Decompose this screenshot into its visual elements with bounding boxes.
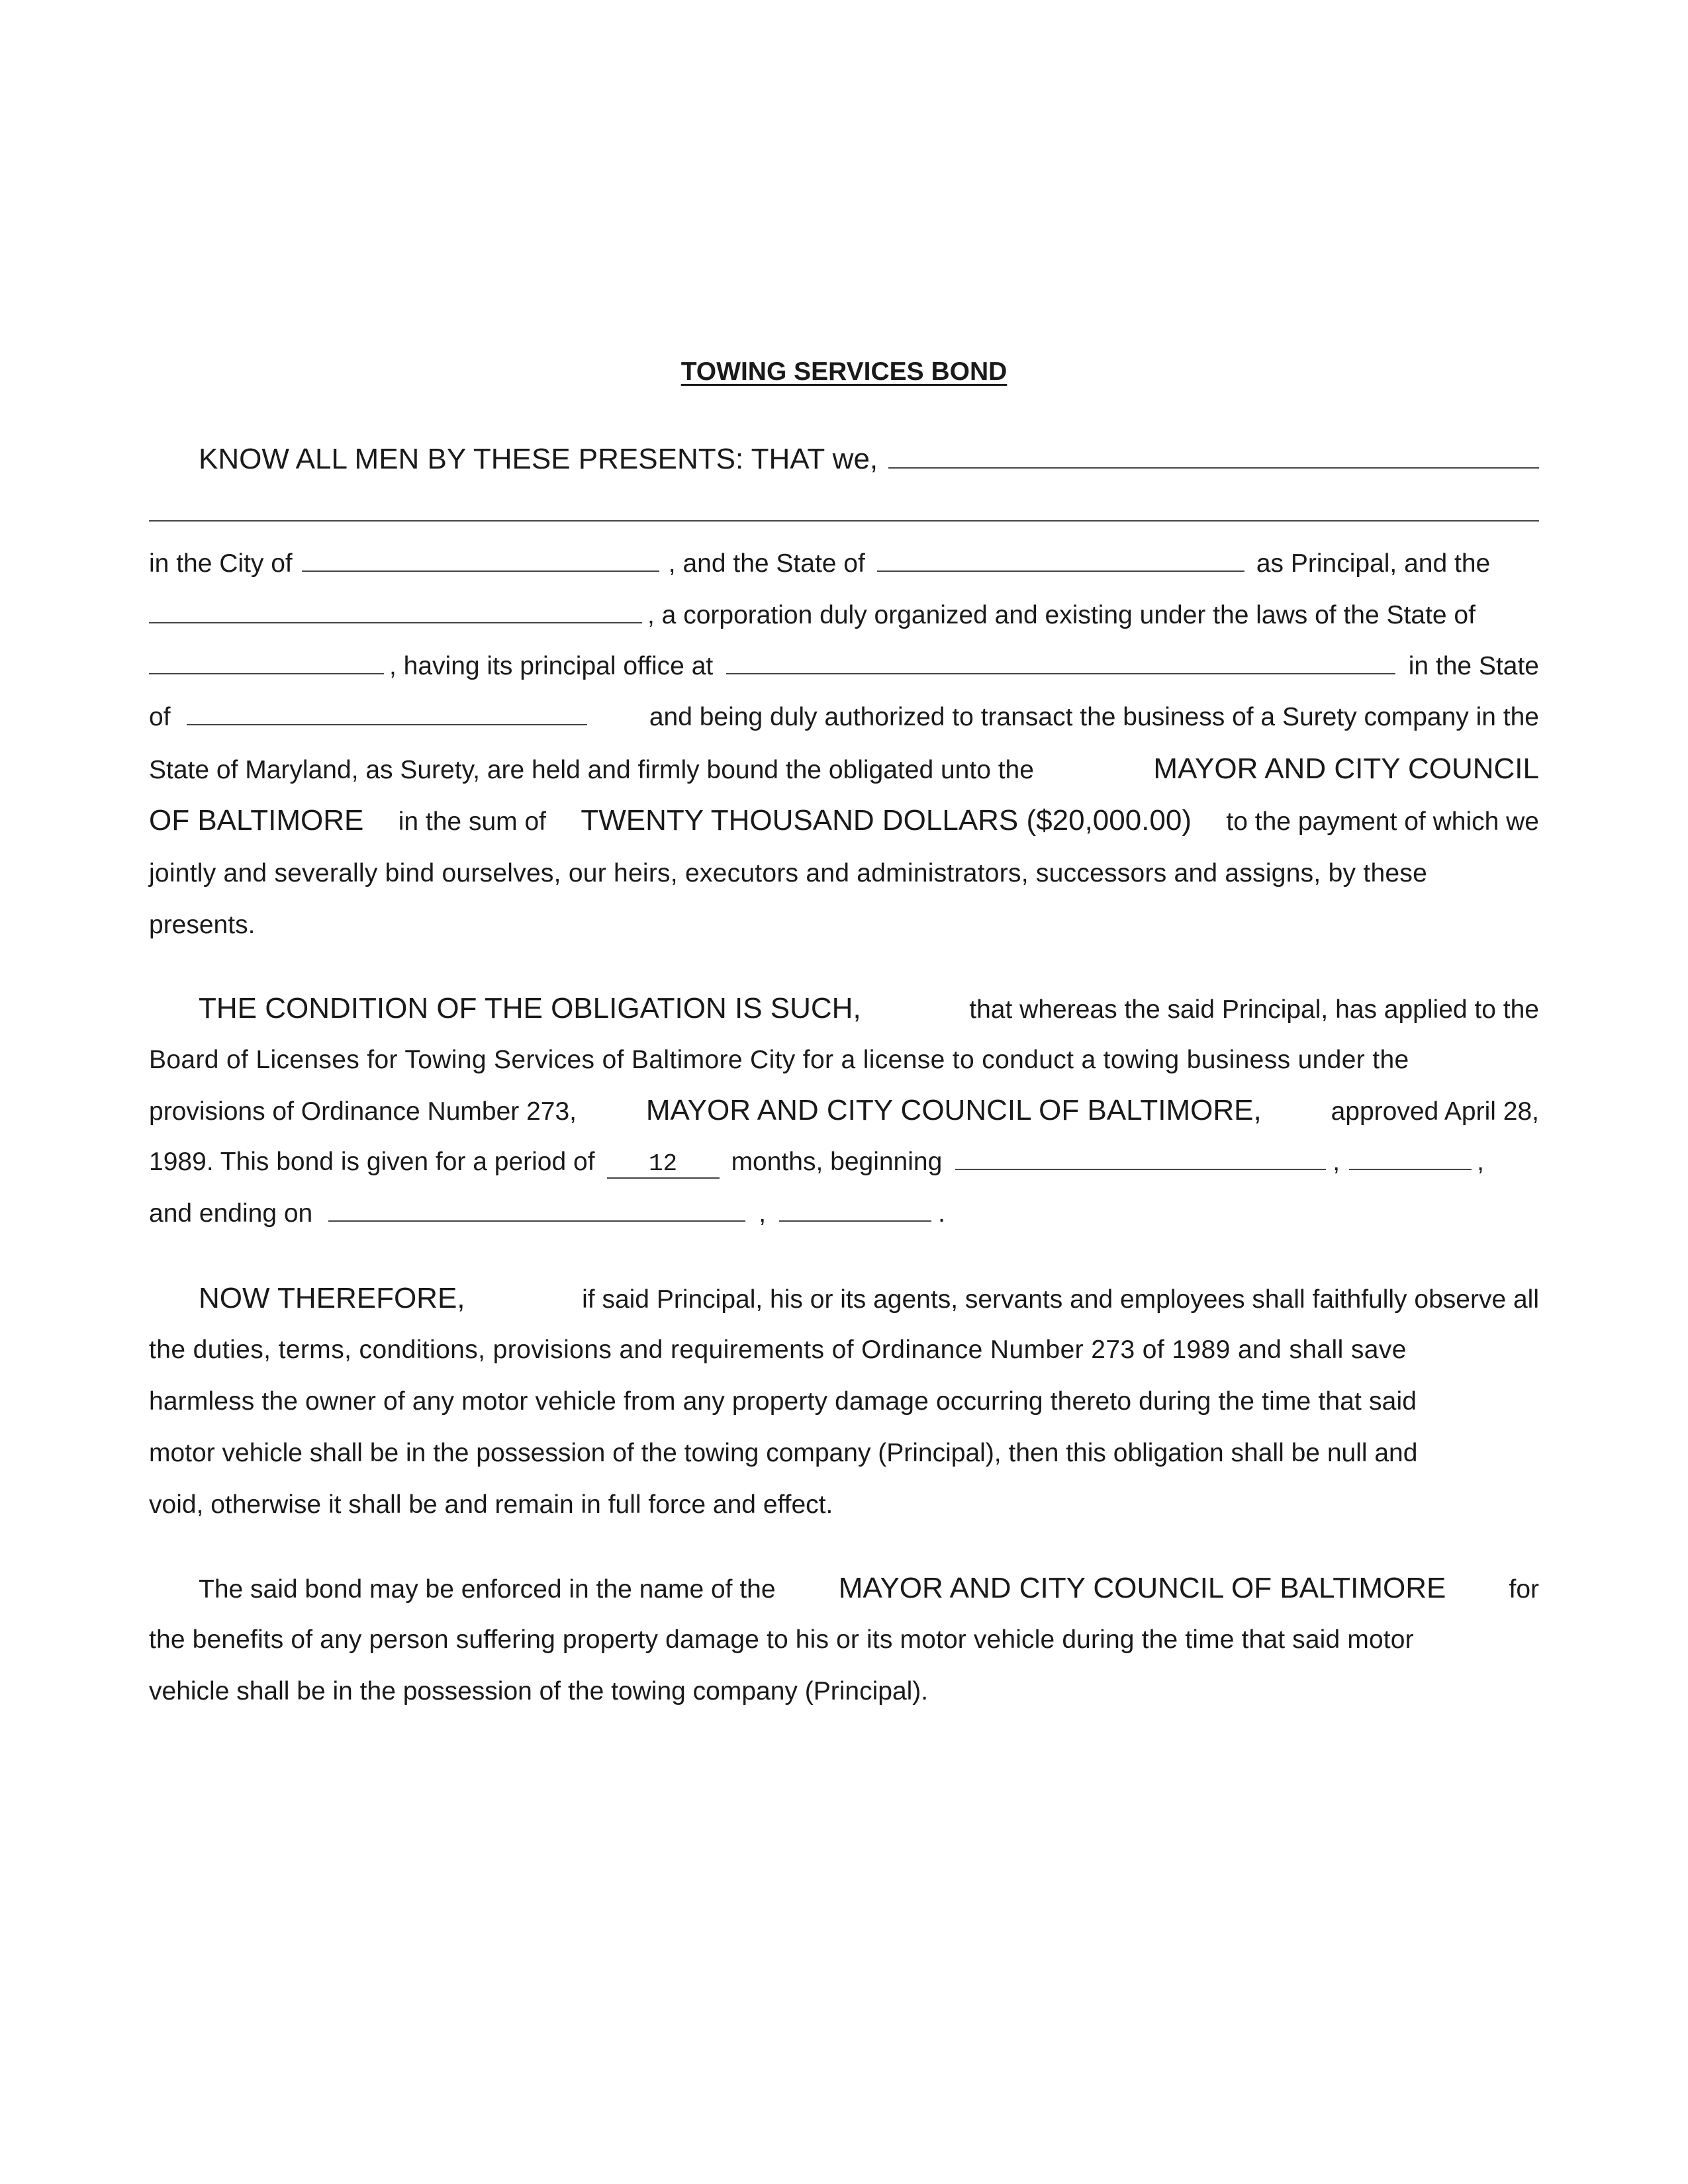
condition-lead: THE CONDITION OF THE OBLIGATION IS SUCH, (199, 992, 861, 1024)
p1-line2 (149, 596, 1539, 635)
p4-line1-c: for (1509, 1575, 1539, 1604)
mayor-council-text-3: MAYOR AND CITY COUNCIL OF BALTIMORE (838, 1572, 1446, 1604)
p3-line2 (149, 1330, 1539, 1370)
p2-line5 (149, 1194, 1539, 1234)
of-label: of (149, 703, 171, 731)
of-baltimore-text: OF BALTIMORE (149, 804, 364, 837)
state-field[interactable] (877, 544, 1244, 572)
p2-line3 (149, 1091, 1539, 1130)
mayor-council-text: MAYOR AND CITY COUNCIL (1153, 752, 1539, 785)
surety-name-field[interactable] (149, 596, 642, 623)
p1-line7 (149, 854, 1539, 893)
begin-year-field[interactable] (1349, 1142, 1472, 1170)
p2-line2-text: Board of Licenses for Towing Services of Baltimore City for a license to conduct a towing business under the (149, 1046, 1409, 1074)
authorized-text: and being duly authorized to transact the business of a Surety company in the (649, 703, 1539, 731)
p2-line4 (149, 1142, 1539, 1182)
p4-line3-text: vehicle shall be in the possession of the towing company (Principal). (149, 1677, 929, 1706)
comma: , (759, 1199, 767, 1228)
surety-state-field[interactable] (149, 647, 384, 674)
period-label: 1989. This bond is given for a period of (149, 1148, 595, 1176)
office-state-field[interactable] (187, 698, 587, 725)
p3-line3-text: harmless the owner of any motor vehicle from any property damage occurring thereto during the time that said (149, 1387, 1417, 1416)
p1-line3 (149, 647, 1539, 686)
p3-line4 (149, 1433, 1539, 1473)
now-therefore-lead: NOW THEREFORE, (199, 1282, 465, 1314)
p1-line8 (149, 905, 1539, 945)
office-address-field[interactable] (726, 647, 1395, 674)
beginning-label: months, beginning (731, 1148, 943, 1176)
p3-line5 (149, 1485, 1539, 1525)
payment-text: to the payment of which we (1226, 807, 1539, 836)
as-principal-label: as Principal, and the (1256, 549, 1491, 578)
p4-line3 (149, 1672, 1539, 1711)
corp-text: , a corporation duly organized and existing under the laws of the State of (647, 601, 1476, 629)
presents-text: presents. (149, 911, 256, 939)
p2-line1-rest: that whereas the said Principal, has applied to the (969, 995, 1539, 1024)
p3-line5-text: void, otherwise it shall be and remain in full force and effect. (149, 1490, 833, 1519)
ordinance-text: provisions of Ordinance Number 273, (149, 1097, 577, 1126)
in-sum-of-text: in the sum of (398, 807, 546, 836)
intro-line (199, 439, 1539, 479)
p4-line1-a: The said bond may be enforced in the name of the (199, 1575, 776, 1604)
p3-line4-text: motor vehicle shall be in the possession of the towing company (Principal), then this obligation shall be null and (149, 1439, 1418, 1467)
p4-line1 (199, 1569, 1539, 1608)
document-title: TOWING SERVICES BOND (680, 357, 1008, 386)
jointly-text: jointly and severally bind ourselves, our heirs, executors and administrators, successors and assigns, by these (149, 859, 1428, 887)
approved-date-text: approved April 28, (1331, 1097, 1539, 1126)
bond-amount: TWENTY THOUSAND DOLLARS ($20,000.00) (581, 804, 1192, 837)
p4-line2-text: the benefits of any person suffering property damage to his or its motor vehicle during the time that said motor (149, 1625, 1414, 1654)
ending-label: and ending on (149, 1199, 313, 1228)
having-office-label: , having its principal office at (389, 652, 714, 680)
p4-line2 (149, 1620, 1539, 1660)
city-field[interactable] (302, 544, 659, 572)
p3-line3 (149, 1382, 1539, 1422)
p1-line1 (149, 544, 1539, 584)
comma: , (1333, 1148, 1340, 1176)
period-months-field[interactable]: 12 (607, 1151, 720, 1179)
p3-line1 (199, 1279, 1539, 1318)
principal-name-field-line2[interactable] (149, 520, 1539, 522)
p3-line2-text: the duties, terms, conditions, provisions and requirements of Ordinance Number 273 of 1989 and shall save (149, 1336, 1407, 1364)
period: . (938, 1199, 945, 1228)
comma: , (1477, 1148, 1484, 1176)
mayor-council-text-2: MAYOR AND CITY COUNCIL OF BALTIMORE, (645, 1094, 1262, 1126)
p2-line1 (199, 989, 1539, 1028)
held-bound-text: State of Maryland, as Surety, are held and firmly bound the obligated unto the (149, 756, 1034, 784)
end-year-field[interactable] (779, 1194, 931, 1222)
end-date-field[interactable] (328, 1194, 745, 1222)
begin-date-field[interactable] (955, 1142, 1326, 1170)
city-of-label: in the City of (149, 549, 293, 578)
principal-name-field[interactable] (888, 441, 1539, 469)
p1-line5 (149, 749, 1539, 789)
in-the-state-label: in the State (1408, 652, 1539, 680)
p1-line4 (149, 698, 1539, 737)
p3-line1-rest: if said Principal, his or its agents, servants and employees shall faithfully observe all (582, 1285, 1539, 1314)
state-of-label: , and the State of (668, 549, 865, 578)
p1-line6 (149, 801, 1539, 841)
intro-lead: KNOW ALL MEN BY THESE PRESENTS: THAT we, (199, 443, 878, 475)
p2-line2 (149, 1040, 1539, 1080)
